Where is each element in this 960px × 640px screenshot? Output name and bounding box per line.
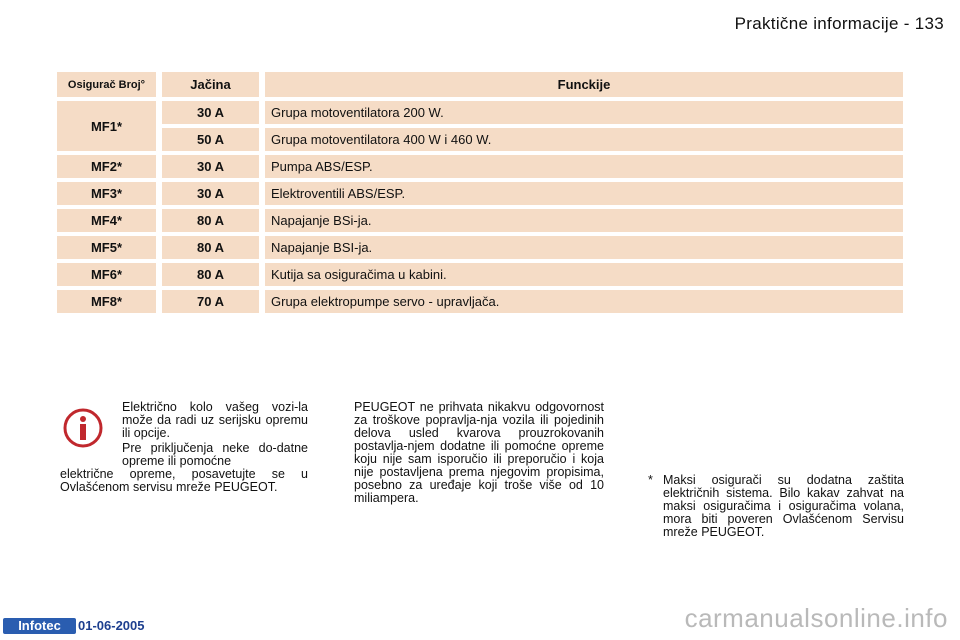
info-icon <box>63 408 103 448</box>
table-header-row <box>57 72 903 97</box>
info-paragraph-2-start: Pre priključenja neke do-datne opreme ili pomoćne <box>122 441 308 468</box>
function-cell: Grupa elektropumpe servo - upravljača. <box>265 290 903 313</box>
amperage-cell: 70 A <box>162 290 259 313</box>
fuse-cell: MF1* <box>57 101 156 151</box>
function-cell: Grupa motoventilatora 200 W. <box>265 101 903 124</box>
footnote-marker: * <box>648 473 653 487</box>
watermark: carmanualsonline.info <box>684 603 948 633</box>
function-cell: Pumpa ABS/ESP. <box>265 155 903 178</box>
page-header: Praktične informacije - 133 <box>734 14 944 33</box>
table-row <box>57 128 903 151</box>
footer-date: 01-06-2005 <box>78 618 145 633</box>
header-amperage: Jačina <box>162 72 259 97</box>
header-functions: Funckije <box>265 72 903 97</box>
info-paragraph-1: Električno kolo vašeg vozi-la može da radi uz serijsku opremu ili opcije. <box>122 400 308 440</box>
amperage-cell: 50 A <box>162 128 259 151</box>
table-row <box>57 101 903 124</box>
footnote-text: Maksi osigurači su dodatna zaštita električnih sistema. Bilo kakav zahvat na maksi osiguračima i osiguračima volana, mora biti poveren Ovlašćenom Servisu mreže PEUGEOT. <box>663 473 904 539</box>
table-row <box>57 290 903 313</box>
function-cell: Kutija sa osiguračima u kabini. <box>265 263 903 286</box>
function-cell: Elektroventili ABS/ESP. <box>265 182 903 205</box>
disclaimer-paragraph: PEUGEOT ne prihvata nikakvu odgovornost za troškove popravlja-nja vozila ili pojedinih delova usled kvarova prouzrokovanih postavlja-njem dodatne ili pomoćne opreme koju nije sam isporučio ili preporučio i koja nije postavljena prema njegovim propisima, posebno za uređaje koji troše više od 10 miliampera. <box>354 400 604 505</box>
table-row <box>57 155 903 178</box>
function-cell: Napajanje BSI-ja. <box>265 236 903 259</box>
function-cell: Grupa motoventilatora 400 W i 460 W. <box>265 128 903 151</box>
amperage-cell: 80 A <box>162 263 259 286</box>
fuse-cell: MF3* <box>57 182 156 205</box>
infotec-logo: Infotec <box>3 618 76 634</box>
fuse-table <box>57 68 903 317</box>
table-row <box>57 209 903 232</box>
amperage-cell: 30 A <box>162 101 259 124</box>
amperage-cell: 80 A <box>162 236 259 259</box>
fuse-cell: MF6* <box>57 263 156 286</box>
header-fuse-number: Osigurač Broj° <box>57 72 156 97</box>
fuse-cell: MF2* <box>57 155 156 178</box>
table-row <box>57 263 903 286</box>
function-cell: Napajanje BSi-ja. <box>265 209 903 232</box>
info-paragraph-2-end: električne opreme, posavetujte se u Ovlašćenom servisu mreže PEUGEOT. <box>60 467 308 494</box>
amperage-cell: 30 A <box>162 182 259 205</box>
table-row <box>57 236 903 259</box>
amperage-cell: 80 A <box>162 209 259 232</box>
amperage-cell: 30 A <box>162 155 259 178</box>
fuse-cell: MF4* <box>57 209 156 232</box>
fuse-cell: MF5* <box>57 236 156 259</box>
table-row <box>57 182 903 205</box>
footnote <box>648 474 904 539</box>
fuse-cell: MF8* <box>57 290 156 313</box>
